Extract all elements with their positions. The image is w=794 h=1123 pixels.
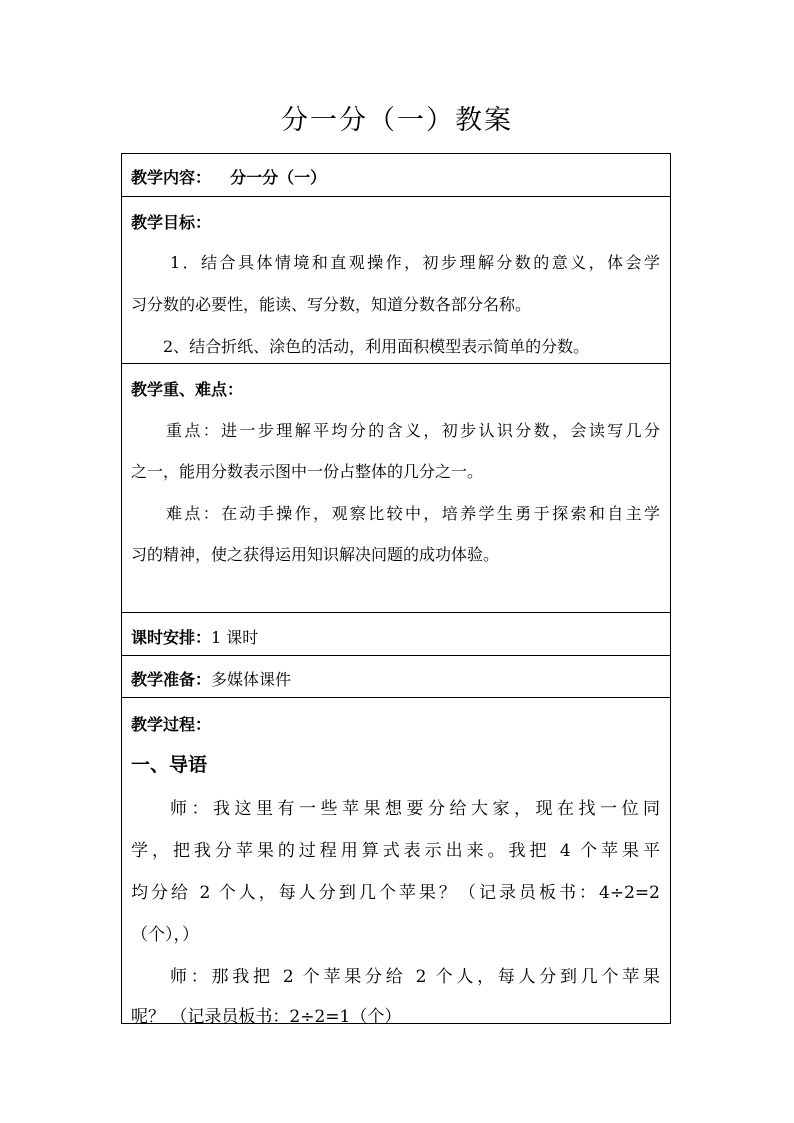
goals-row [122, 197, 670, 364]
schedule-value: 1 课时 [211, 628, 259, 647]
preparation-value: 多媒体课件 [211, 670, 292, 689]
process-line-2: 学，把我分苹果的过程用算式表示出来。我把 4 个苹果平 [131, 841, 660, 861]
content-value: 分一分（一） [230, 168, 327, 187]
process-line-6: 呢？ （记录员板书：2÷2=1（个） [131, 1007, 402, 1027]
process-line-5: 师：那我把 2 个苹果分给 2 个人，每人分到几个苹果 [170, 967, 660, 987]
goal-line-2: 习分数的必要性，能读、写分数，知道分数各部分名称。 [131, 295, 532, 314]
process-line-3: 均分给 2 个人，每人分到几个苹果？（记录员板书：4÷2=2 [131, 883, 660, 903]
lesson-plan-table [121, 153, 671, 1027]
process-section-heading: 一、导语 [131, 754, 208, 776]
schedule-label: 课时安排： [131, 628, 212, 647]
key-point-line-2: 之一，能用分数表示图中一份占整体的几分之一。 [131, 462, 484, 481]
preparation-line [131, 667, 291, 690]
page-title: 分一分（一）教案 [281, 105, 513, 136]
key-point-line-3: 难点：在动手操作，观察比较中，培养学生勇于探索和自主学 [166, 504, 660, 523]
content-line [131, 165, 326, 188]
key-points-label: 教学重、难点： [131, 380, 244, 399]
process-row [122, 698, 670, 1027]
schedule-row [122, 613, 670, 656]
preparation-label: 教学准备： [131, 670, 212, 689]
key-point-line-1: 重点：进一步理解平均分的含义，初步认识分数，会读写几分 [166, 421, 660, 440]
key-points-row [122, 364, 670, 613]
schedule-line [131, 625, 258, 648]
content-label: 教学内容： [131, 168, 212, 187]
process-line-1: 师：我这里有一些苹果想要分给大家，现在找一位同 [170, 799, 660, 819]
content-row [122, 154, 670, 197]
goals-label: 教学目标： [131, 213, 212, 232]
key-point-line-4: 习的精神，使之获得运用知识解决问题的成功体验。 [131, 545, 500, 564]
preparation-row [122, 656, 670, 698]
goal-line-3: 2、结合折纸、涂色的活动，利用面积模型表示简单的分数。 [163, 337, 590, 356]
process-line-4: （个），） [131, 925, 199, 945]
goal-line-1: 1．结合具体情境和直观操作，初步理解分数的意义，体会学 [170, 253, 660, 272]
process-label: 教学过程： [131, 715, 212, 734]
